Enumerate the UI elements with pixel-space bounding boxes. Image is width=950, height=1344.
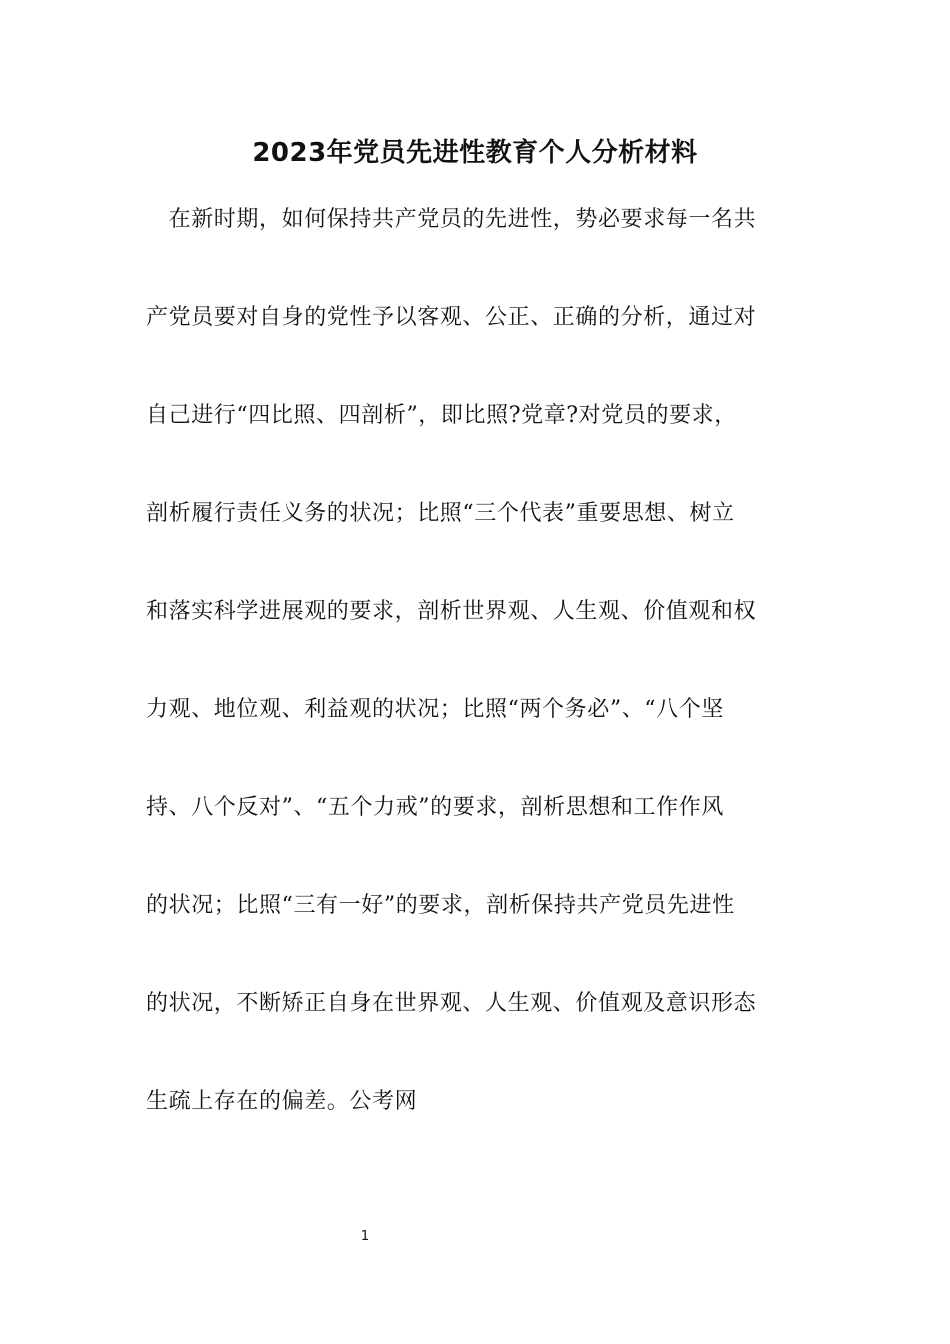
paragraph-line: 持、八个反对”、“五个力戒”的要求，剖析思想和工作作风: [146, 795, 724, 820]
paragraph-line: 的状况；比照“三有一好”的要求，剖析保持共产党员先进性: [146, 893, 735, 918]
page-number: 1: [360, 1229, 370, 1244]
paragraph-line: 产党员要对自身的党性予以客观、公正、正确的分析，通过对: [146, 305, 757, 330]
paragraph-line: 力观、地位观、利益观的状况；比照“两个务必”、“八个坚: [146, 697, 724, 722]
paragraph-line: 剖析履行责任义务的状况；比照“三个代表”重要思想、树立: [146, 501, 735, 526]
paragraph-line: 在新时期，如何保持共产党员的先进性，势必要求每一名共: [146, 207, 757, 232]
paragraph-line: 的状况，不断矫正自身在世界观、人生观、价值观及意识形态: [146, 991, 757, 1016]
paragraph-line: 和落实科学进展观的要求，剖析世界观、人生观、价值观和权: [146, 599, 757, 624]
paragraph-line: 自己进行“四比照、四剖析”，即比照?党章?对党员的要求，: [146, 403, 737, 428]
paragraph-line: 生疏上存在的偏差。公考网: [146, 1089, 418, 1114]
document-title: 2023年党员先进性教育个人分析材料: [252, 138, 698, 168]
